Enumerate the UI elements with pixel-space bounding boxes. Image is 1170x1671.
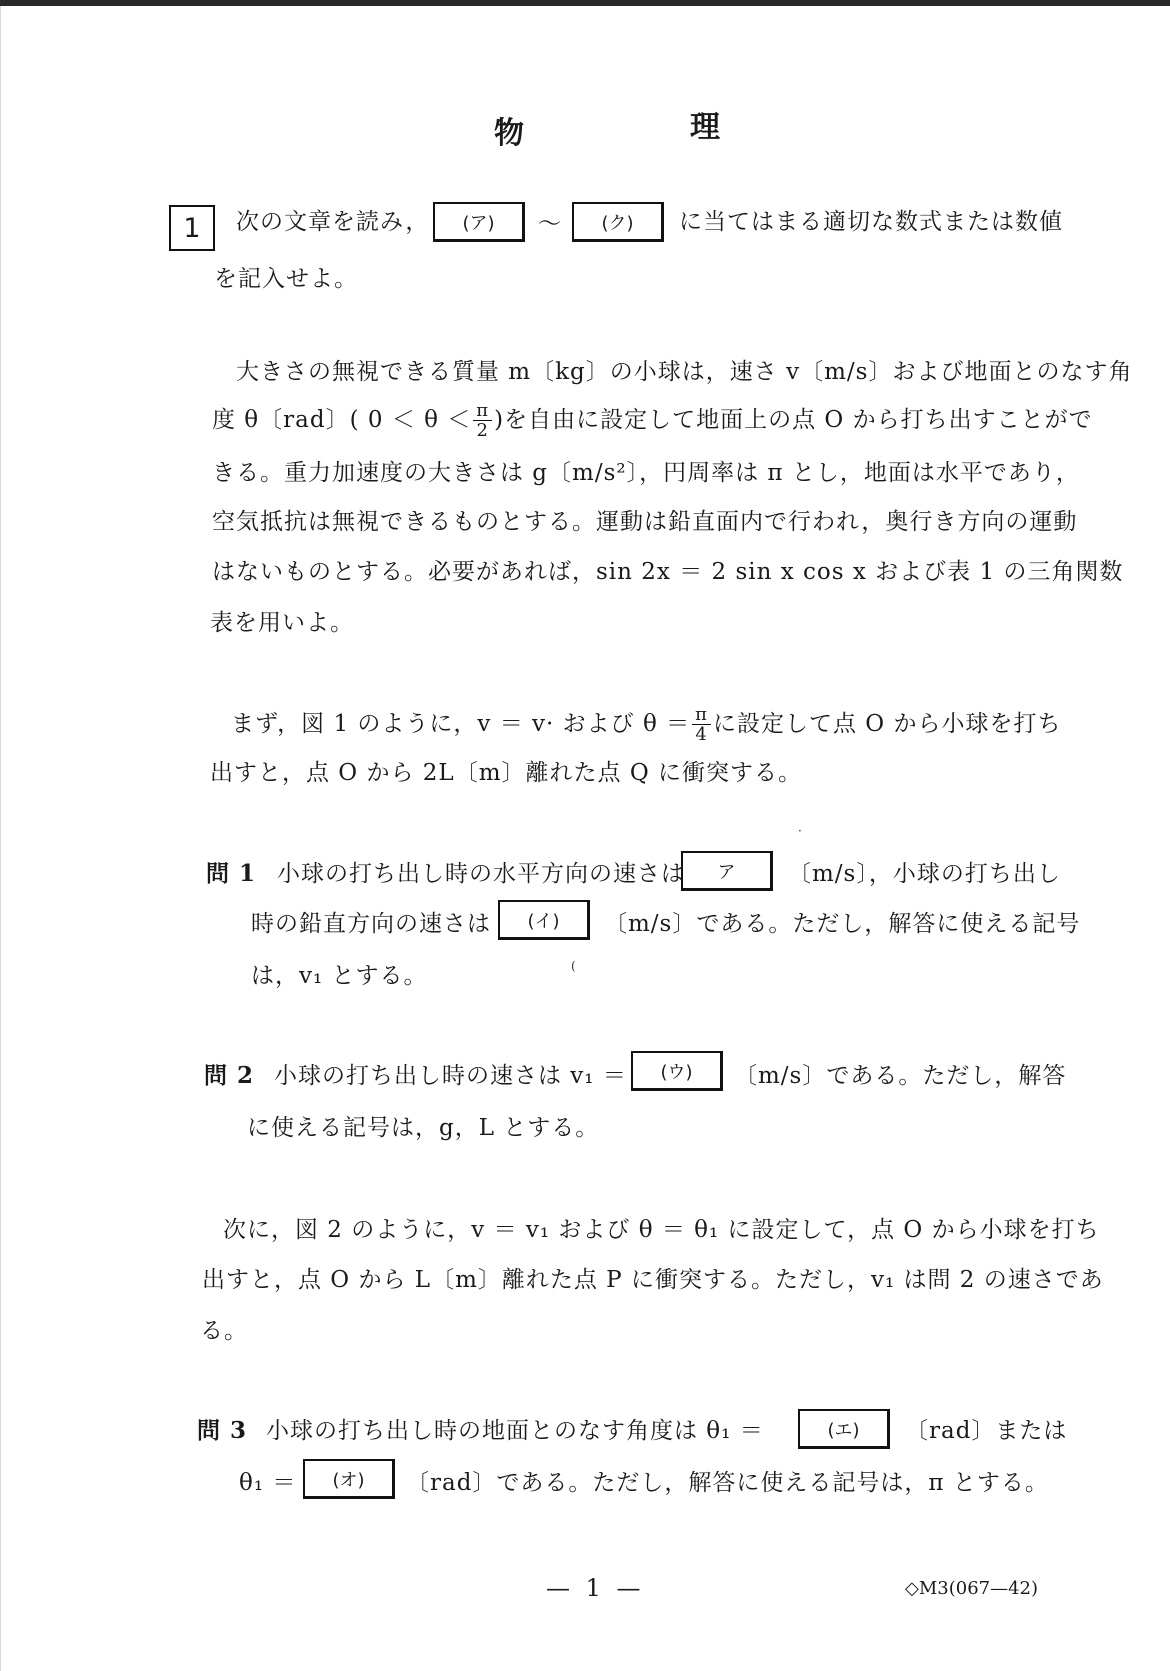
para3-line2: 出すと，点 O から L〔m〕離れた点 P に衝突する。ただし，v₁ は問 2 の速さであ <box>202 1267 1104 1293</box>
instruction-text-a: 次の文章を読み， <box>236 209 430 235</box>
answer-box-label: (ア) <box>462 212 495 234</box>
fraction-denominator: 4 <box>695 724 708 745</box>
para2-line1-a: まず，図 1 のように，v ＝ v· および θ ＝ <box>231 711 691 737</box>
answer-box-label: (オ) <box>332 1469 365 1491</box>
answer-box-e <box>303 1459 395 1499</box>
para3-line1: 次に，図 2 のように，v ＝ v₁ および θ ＝ θ₁ に設定して，点 O から小球を打ち <box>223 1217 1100 1243</box>
fraction-denominator: 2 <box>476 420 489 441</box>
fraction-pi-over-4 <box>692 706 711 744</box>
answer-box-label: (ク) <box>601 212 634 234</box>
problem-number: 1 <box>183 212 201 244</box>
para2-line1 <box>231 706 1061 744</box>
q1-line1-b: 〔m/s〕，小球の打ち出し <box>788 861 1061 887</box>
exam-page <box>0 6 1170 1671</box>
q1-label: 問 1 <box>206 860 257 887</box>
title-char-2: 理 <box>690 110 720 145</box>
para1-line5: はないものとする。必要があれば，sin 2x ＝ 2 sin x cos x および表 1 の三角関数 <box>212 559 1124 585</box>
q3-line1-a: 小球の打ち出し時の地面とのなす角度は θ₁ ＝ <box>266 1418 764 1444</box>
q2-line2: に使える記号は，g，L とする。 <box>247 1115 600 1141</box>
para1-line6: 表を用いよ。 <box>210 610 354 636</box>
answer-box-last <box>572 202 664 242</box>
q3-label: 問 3 <box>197 1417 248 1444</box>
answer-box-a <box>681 851 773 891</box>
instruction-tilde: ～ <box>538 211 562 237</box>
q2-line1-a: 小球の打ち出し時の速さは v₁ ＝ <box>274 1063 627 1089</box>
problem-number-box <box>169 205 215 251</box>
fraction-pi-over-2 <box>473 402 492 440</box>
fraction-numerator: π <box>692 706 711 725</box>
answer-box-d <box>798 1409 890 1449</box>
para1-line3: きる。重力加速度の大きさは g〔m/s²〕，円周率は π とし，地面は水平であり， <box>212 460 1080 486</box>
para1-line2-b: )を自由に設定して地面上の点 O から打ち出すことがで <box>494 407 1093 433</box>
para1-line4: 空気抵抗は無視できるものとする。運動は鉛直面内で行われ，奥行き方向の運動 <box>212 509 1078 535</box>
answer-box-first <box>433 202 525 242</box>
answer-box-c <box>631 1051 723 1091</box>
q2-label: 問 2 <box>204 1062 255 1089</box>
q1-line2-a: 時の鉛直方向の速さは <box>251 911 491 937</box>
q3-line2-b: 〔rad〕である。ただし，解答に使える記号は，π とする。 <box>406 1470 1049 1496</box>
para1-line2-a: 度 θ〔rad〕( 0 ＜ θ ＜ <box>212 407 472 433</box>
stray-mark: ( <box>571 959 576 973</box>
instruction-text-b: に当てはまる適切な数式または数値 <box>679 209 1063 235</box>
instruction-text-c: を記入せよ。 <box>214 266 358 292</box>
answer-box-label: (エ) <box>827 1419 860 1441</box>
answer-box-label: ア <box>717 861 736 883</box>
para2-line1-b: に設定して点 O から小球を打ち <box>712 711 1062 737</box>
q3-line1-b: 〔rad〕または <box>905 1418 1068 1444</box>
q3-line2-a: θ₁ ＝ <box>239 1470 297 1496</box>
answer-box-b <box>498 900 590 940</box>
para1-line1: 大きさの無視できる質量 m〔kg〕の小球は，速さ v〔m/s〕および地面とのなす角 <box>236 359 1133 385</box>
q1-line3: は，v₁ とする。 <box>251 963 428 989</box>
stray-mark: · <box>798 824 802 838</box>
exam-code: ◇M3(067—42) <box>905 1578 1039 1599</box>
page-number: — 1 — <box>546 1574 645 1602</box>
para1-line2 <box>212 402 1093 440</box>
para3-line3: る。 <box>200 1318 248 1344</box>
answer-box-label: (ウ) <box>660 1061 693 1083</box>
fraction-numerator: π <box>473 402 492 421</box>
q2-line1-b: 〔m/s〕である。ただし，解答 <box>734 1063 1067 1089</box>
q1-line2-b: 〔m/s〕である。ただし，解答に使える記号 <box>604 911 1081 937</box>
para2-line2: 出すと，点 O から 2L〔m〕離れた点 Q に衝突する。 <box>210 760 802 786</box>
title-char-1: 物 <box>494 116 524 151</box>
q1-line1-a: 小球の打ち出し時の水平方向の速さは <box>277 861 685 887</box>
answer-box-label: (イ) <box>527 910 560 932</box>
